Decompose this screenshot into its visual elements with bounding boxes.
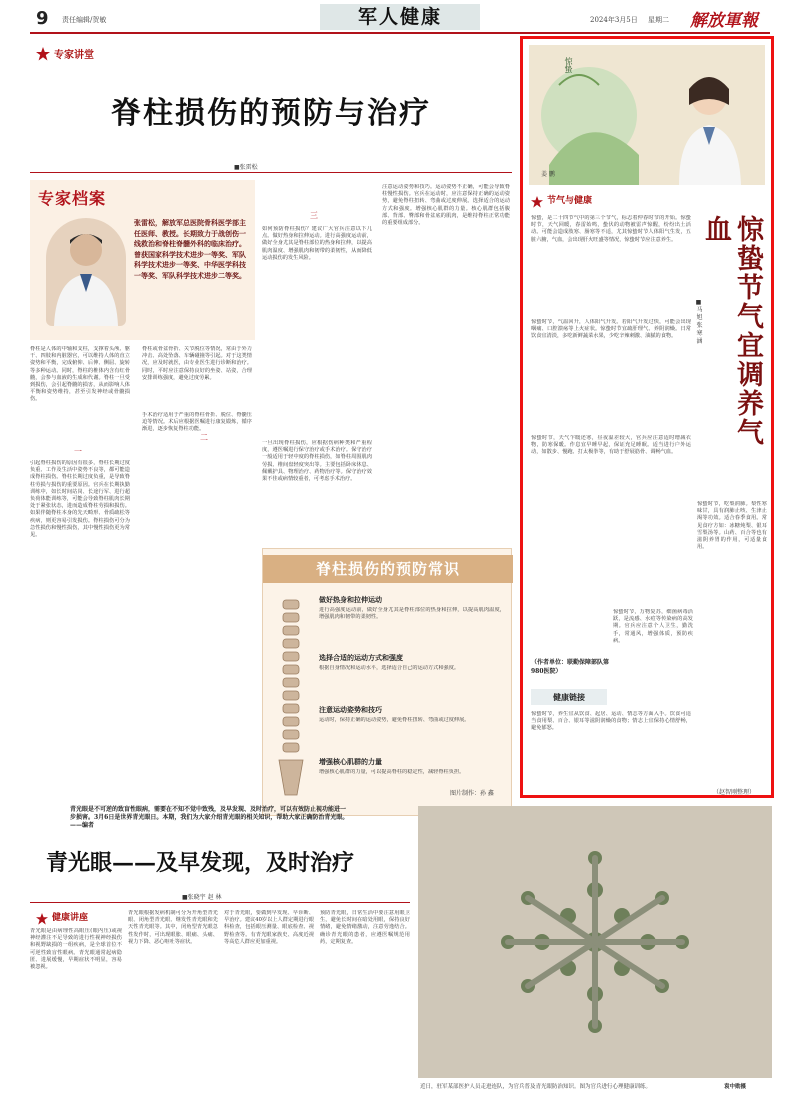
paragraph-col2: 脊柱或骨盆骨折、关节脱位等情况，常由于外力冲击、高处坠落、车辆碰撞等引起。对于这类情况，应及时就医，由专业医生进行诊断和治疗。同时，平时应注意保持良好的坐姿、站姿，合理安排训练强度，避免过度劳累。 — [142, 346, 252, 381]
illustration-badge: 惊蛰 — [564, 57, 573, 73]
glaucoma-col4: 预防青光眼，日常生活中要注意用眼卫生，避免长时间在暗处用眼，保持良好情绪，避免情绪激动，注意劳逸结合。确诊青光眼的患者，应遵医嘱规范用药，定期复查。 — [320, 910, 410, 945]
jingzhe-body-2: 惊蛰时节，气温回升，人体阳气升发。若阳气升发过快，可能会出现咽痛、口腔溃疡等上火症状。惊蛰时节宜疏肝理气、养阴润燥。日常饮食宜清淡，多吃新鲜蔬菜水果，少吃辛辣刺激、油腻的食物。 — [531, 319, 691, 340]
jingzhe-body-4: 惊蛰时节，万物复苏，细菌病毒活跃，是流感、水痘等传染病的高发期。官兵应注意个人卫生，勤洗手，常通风，增强体质，预防疾病。 — [613, 609, 693, 644]
prevention-box — [262, 548, 512, 816]
date-label: 2024年3月5日 — [590, 16, 638, 24]
spine-article — [30, 40, 512, 797]
prevention-item-1-text: 进行高强度运动前，做好全身尤其是脊柱部位的热身和拉伸，以提高肌肉温度，增强肌肉和韧带的柔韧性。 — [319, 607, 505, 621]
glaucoma-notice: 青光眼是不可逆的致盲性眼病，需要在不知不觉中致残，及早发现、及时治疗，可以有效防止视功能进一步损害。3月6日是世界青光眼日。本期，我们为大家介绍青光眼的相关知识，帮助大家正确防治青光眼。——编者 — [70, 806, 349, 829]
section-number-1: 一 — [74, 447, 82, 456]
prevention-item-3 — [319, 705, 505, 741]
prevention-item-1-head: 做好热身和拉伸运动 — [319, 595, 382, 604]
illustration-credit: 姜 鹏 — [541, 171, 555, 178]
health-link-label: 健康链接 — [531, 689, 607, 705]
page-header — [0, 0, 800, 34]
health-link-text: 惊蛰时节，养生宜从饮食、起居、运动、情志等方面入手。饮食可适当食用梨、百合、银耳等滋阴润燥的食物；情志上宜保持心情舒畅，避免郁怒。 — [531, 711, 691, 732]
article-author: ■张雷松 — [234, 164, 258, 171]
prevention-box-header — [263, 555, 513, 583]
star-icon — [36, 46, 50, 60]
glaucoma-authors: ■张晓宇 赵 林 — [182, 894, 222, 901]
jingzhe-article — [520, 36, 774, 798]
prevention-item-4-head: 增强核心肌群的力量 — [319, 757, 382, 766]
section-banner — [320, 4, 480, 30]
prevention-box-title: 脊柱损伤的预防常识 — [315, 560, 460, 578]
prevention-item-3-head: 注意运动姿势和技巧 — [319, 705, 382, 714]
title-rule — [30, 172, 512, 173]
section-number-3: 三 — [310, 211, 318, 220]
lecture-label: 健康讲座 — [52, 913, 89, 923]
spine-illustration — [271, 595, 311, 805]
photo-caption: 近日，驻军某部医护人员走进连队，为官兵普及青光眼防治知识。图为官兵进行心理健康训练。 — [420, 1084, 652, 1090]
paragraph-col1: 引起脊柱损伤的原因有很多，脊柱长期过度负重、工作及生活中姿势不良等，都可能造成脊柱损伤。脊柱长期过度负重，是导致脊柱劳损与损伤的重要原因。官兵在长期执勤训练中，如长时间站岗、长途行军、进行超负荷体能训练等，可能会导致脊柱肌肉长期处于紧张状态，进而造成脊柱劳损和损伤。如果伴随脊柱本身的先天畸形、骨质疏松等疾病，则更容易引发损伤。脊柱损伤可分为急性损伤和慢性损伤，其中慢性损伤更为常见。 — [30, 460, 130, 539]
photo-credit: 袁中勋摄 — [724, 1084, 747, 1090]
masthead-logo: 解放軍報 — [690, 11, 758, 31]
spacer — [142, 398, 162, 408]
column-label: 专家讲堂 — [54, 50, 94, 61]
figure-credit: 图片制作：孙 鑫 — [450, 790, 494, 797]
jingzhe-side-column: 惊蛰时节，吃梨润肺。梨性寒味甘，具有润肺止咳、生津止渴等功效。适合春季食用。常见食疗方如：冰糖炖梨、银耳雪梨汤等。山药、百合等也有滋阴养胃的作用，可适量食用。 — [697, 501, 767, 551]
intro-paragraph: 脊柱是人体的中轴和支柱，支撑着头颅、躯干、四肢和内脏器官，可以维持人体的直立姿势和平衡，完成俯仰、后伸、侧屈、旋转等多种运动。同时，脊柱的椎体内含有红骨髓，会参与血液的生成和代谢。脊柱一旦受到损伤，会引起脊髓的损害，从而影响人体平衡和姿势维持，甚至引发神经或骨髓损伤。 — [30, 346, 130, 403]
expert-portrait — [46, 218, 126, 326]
prevention-item-2 — [319, 653, 505, 689]
jingzhe-illustration — [529, 45, 765, 185]
prevention-item-4-text: 增强核心肌群的力量，可以提高脊柱的稳定性，减轻脊柱负担。 — [319, 769, 465, 775]
glaucoma-col2: 青光眼根据发病机制可分为开角型青光眼、闭角型青光眼、继发性青光眼和先天性青光眼等。其中，闭角型青光眼急性发作时，可出现眼胀、眼痛、头痛、视力下降、恶心呕吐等症状。 — [128, 910, 218, 945]
section-number-2: 二 — [200, 433, 208, 442]
glaucoma-col3: 对于青光眼，要做到早发现、早诊断、早治疗。建议40岁以上人群定期进行眼科检查，包括眼压测量、眼底检查、视野检查等。有青光眼家族史、高度近视等高危人群应更加重视。 — [224, 910, 314, 945]
star-icon — [531, 193, 543, 205]
paragraph-col5: 如何预防脊柱损伤？建议广大官兵注意以下几点。做好热身和拉伸运动。进行高强度运动前，做好全身尤其是脊柱部位的热身和拉伸，以提高肌肉温度、增强肌肉和韧带的柔韧性，从而降低运动损伤的发生风险。 — [262, 226, 372, 261]
prevention-item-3-text: 运动时，保持正确的运动姿势，避免脊柱扭转、弯曲或过度伸展。 — [319, 717, 470, 723]
star-icon — [36, 910, 48, 922]
author-affiliation: （作者单位：联勤保障部队第980医院） — [531, 659, 610, 675]
jingzhe-authors: ■马 旭 张 寒 涵 — [695, 299, 702, 344]
prevention-item-2-text: 根据自身情况和运动水平，选择适合自己的运动方式和强度。 — [319, 665, 460, 671]
weekday-label: 星期二 — [648, 16, 669, 24]
paragraph-col6: 注意运动姿势和技巧。运动姿势不正确，可能会导致脊柱慢性损伤。官兵在运动时，应注意保持正确的运动姿势，避免脊柱扭转、弯曲或过度伸展。选择适合的运动方式和强度。增强核心肌群的力量。核心肌群包括腹部、背部、臀部和骨盆底的肌肉，是维持脊柱正常功能的重要组成部分。 — [382, 184, 510, 227]
section-title: 军人健康 — [357, 6, 442, 28]
glaucoma-title: 青光眼——及早发现，及时治疗 — [46, 850, 355, 876]
glaucoma-rule — [30, 902, 410, 903]
glaucoma-article — [30, 840, 410, 1095]
header-rule — [30, 32, 770, 34]
page-number: 9 — [36, 8, 49, 29]
training-photo — [418, 806, 772, 1078]
jingzhe-body-3: 惊蛰时节，天气乍暖还寒，昼夜温差较大，官兵应注意适时增减衣物，防寒保暖。作息宜早睡早起，保证充足睡眠。适当进行户外运动，如散步、慢跑、打太极拳等，有助于舒展筋骨、调畅气血。 — [531, 435, 691, 456]
profile-label: 专家档案 — [38, 189, 107, 208]
column-label-jieqi: 节气与健康 — [547, 196, 593, 206]
glaucoma-col1: 青光眼是由病理性高眼压(眼内压)或视神经灌注不足导致的进行性视神经损伤和视野缺损的一组疾病，是全球首位不可逆性致盲性眼病。青光眼通常起病隐匿、进展缓慢，早期症状不明显，容易被忽视。 — [30, 928, 122, 971]
article-title: 脊柱损伤的预防与治疗 — [111, 96, 431, 131]
editor-label: 责任编辑/贺敏 — [62, 16, 107, 24]
paragraph-col2b: 手术治疗适用于严重的脊柱骨折、脱位、脊髓压迫等情况。术后应根据医嘱进行康复锻炼，循序渐进，逐步恢复脊柱功能。 — [142, 412, 252, 433]
editor-credit: （赵智刚整理） — [713, 789, 756, 796]
jingzhe-title: 惊蛰节气宜调养气血 — [700, 215, 763, 447]
paragraph-col3: 一旦出现脊柱损伤，应根据伤病种类和严重程度，遵医嘱进行保守治疗或手术治疗。保守治疗一般适用于轻中度的脊柱损伤，如脊柱周围肌肉劳损、椎间盘轻度突出等。主要包括卧床休息、佩戴护具、物理治疗、药物治疗等。保守治疗效果不佳或病情较重者，可考虑手术治疗。 — [262, 440, 372, 483]
prevention-item-1 — [319, 595, 505, 637]
profile-text: 张雷松，解放军总医院骨科医学部主任医师、教授。长期致力于战创伤一线救治和脊柱脊髓外科的临床治疗。曾获国家科学技术进步一等奖、军队科学技术进步一等奖、中华医学科技一等奖、军队科学技术进步二等奖。 — [134, 218, 246, 280]
expert-profile-box — [30, 180, 255, 340]
jingzhe-body-1: 惊蛰，是二十四节气中的第三个节气，标志着仲春时节的开始。惊蛰时节，天气回暖，春雷始鸣，蛰伏的动物被雷声惊醒，纷纷出土活动。可能会造成肢寒、肠寒等不适，尤其惊蛰时节人体阳气生发，五脏六腑，气血，会出现肝火旺盛等情况，惊蛰时节应注意养生。 — [531, 215, 691, 243]
prevention-item-2-head: 选择合适的运动方式和强度 — [319, 653, 403, 662]
